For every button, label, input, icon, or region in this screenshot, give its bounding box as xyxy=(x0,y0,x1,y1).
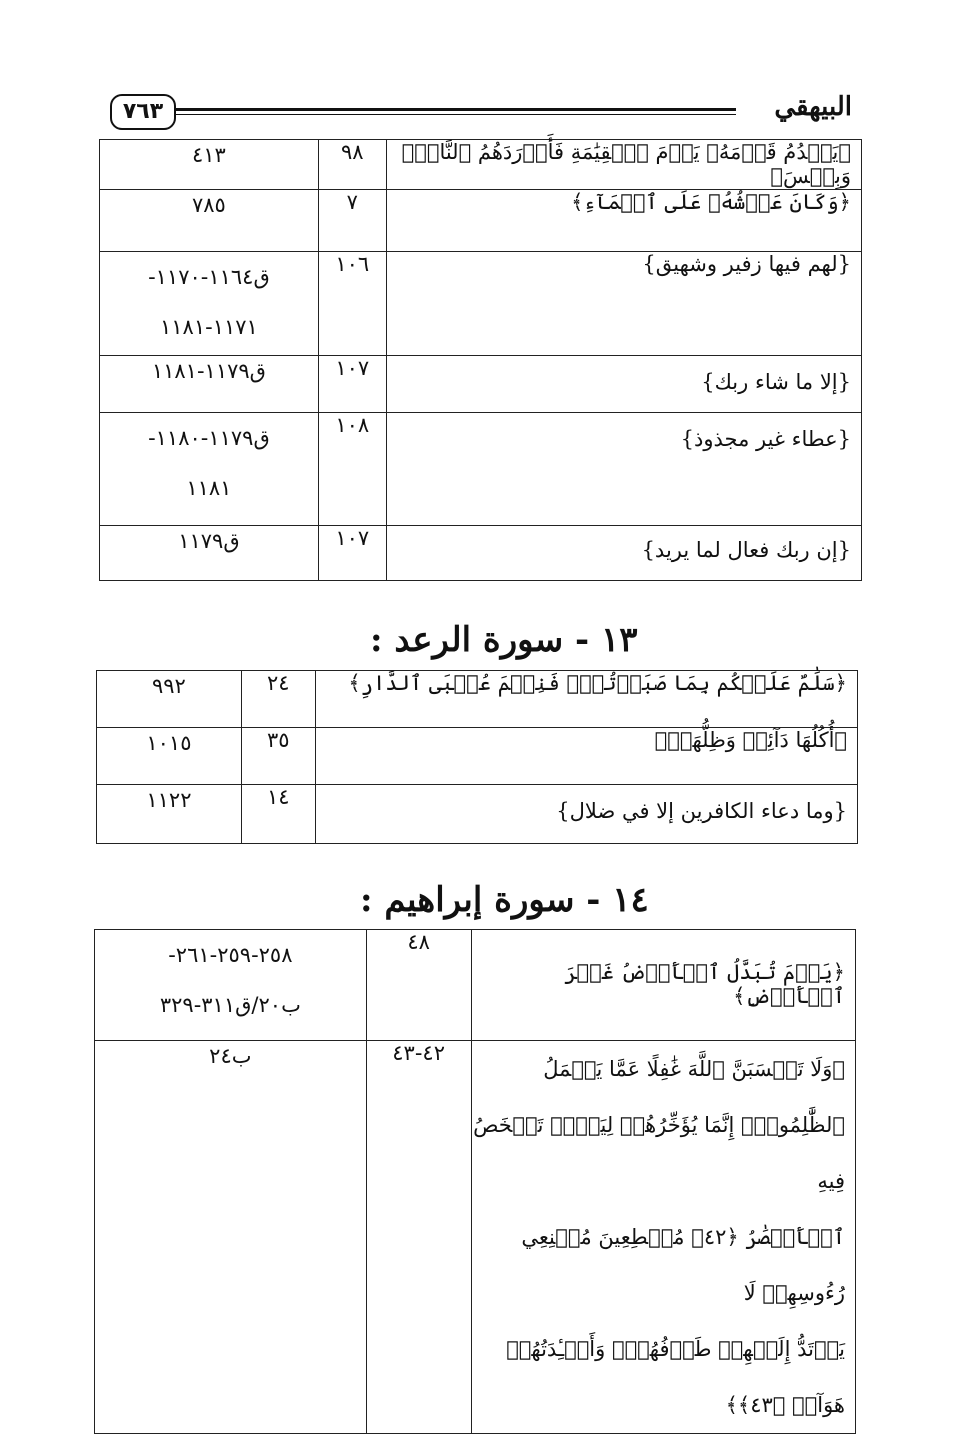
verse-cell: {عطاء غير مجذوذ} xyxy=(386,413,861,526)
table-row xyxy=(100,413,862,526)
ayah-cell: ١٠٦ xyxy=(318,252,386,356)
reference-cell xyxy=(100,413,319,526)
ayah-cell: ٧ xyxy=(318,190,386,252)
reference-cell: ١١٢٢ xyxy=(97,785,242,844)
verse-line: ٱلظَّٰلِمُونَۚ إِنَّمَا يُؤَخِّرُهُمۡ لِيَوۡمٖ تَشۡخَصُ فِيهِ xyxy=(473,1113,845,1193)
table-row xyxy=(95,930,856,1041)
ayah-cell: ٩٨ xyxy=(318,140,386,190)
verse-cell: ﴿يَوۡمَ تُبَدَّلُ ٱلۡأَرۡضُ غَيۡرَ ٱلۡأَرۡضِ﴾ xyxy=(471,930,855,1041)
reference-line: ب٢٠/ق٣١١-٣٢٩ xyxy=(159,993,301,1017)
verse-cell: ﴿وَكَانَ عَرۡشُهُۥ عَلَى ٱلۡمَآءِ﴾ xyxy=(386,190,861,252)
reference-cell: ق١١٧٩-١١٨١ xyxy=(100,356,319,413)
verse-cell: ﴿أُكُلُهَا دَآئِمٞ وَظِلُّهَاۚ﴾ xyxy=(315,728,857,785)
reference-line: ٢٥٨-٢٥٩-٢٦١- xyxy=(168,943,293,967)
table-row xyxy=(100,252,862,356)
ayah-cell: ٤٢-٤٣ xyxy=(366,1041,471,1434)
verse-cell: {إلا ما شاء ربك} xyxy=(386,356,861,413)
ayah-cell: ١٠٨ xyxy=(318,413,386,526)
reference-line: ق١١٧٩-١١٨٠- xyxy=(148,426,270,450)
running-title: البيهقي xyxy=(774,92,852,122)
ayah-cell: ٣٥ xyxy=(241,728,315,785)
surah-14-table xyxy=(94,929,856,1434)
table-row xyxy=(97,728,858,785)
verse-line: ﴿وَلَا تَحۡسَبَنَّ ٱللَّهَ غَٰفِلًا عَمَّا يَعۡمَلُ xyxy=(543,1057,845,1081)
reference-cell xyxy=(100,252,319,356)
verse-cell xyxy=(471,1041,855,1434)
reference-line: ١١٧١-١١٨١ xyxy=(160,315,258,339)
verse-index-table-continued xyxy=(99,139,862,581)
reference-line: ١١٨١ xyxy=(186,476,232,500)
verse-cell: {لهم فيها زفير وشهيق} xyxy=(386,252,861,356)
surah-13-table xyxy=(96,670,858,844)
reference-cell: ١٠١٥ xyxy=(97,728,242,785)
reference-line: ق١١٦٤-١١٧٠- xyxy=(148,265,270,289)
reference-cell: ق١١٧٩ xyxy=(100,526,319,581)
surah-heading: ١٤ - سورة إبراهيم : xyxy=(360,880,649,920)
page-number: ٧٦٣ xyxy=(110,94,176,130)
reference-cell: ٧٨٥ xyxy=(100,190,319,252)
ayah-cell: ١٠٧ xyxy=(318,356,386,413)
table-row xyxy=(100,526,862,581)
surah-heading: ١٣ - سورة الرعد : xyxy=(370,620,638,660)
verse-cell: {إن ربك فعال لما يريد} xyxy=(386,526,861,581)
table-row xyxy=(100,356,862,413)
verse-line: يَرۡتَدُّ إِلَيۡهِمۡ طَرۡفُهُمۡۖ وَأَفۡـِٔدَتُهُمۡ هَوَآءٞ ﴿٤٣﴾﴾ xyxy=(506,1337,845,1417)
verse-cell: {وما دعاء الكافرين إلا في ضلال} xyxy=(315,785,857,844)
table-row xyxy=(100,140,862,190)
reference-cell: ب٢٤ xyxy=(95,1041,367,1434)
reference-cell: ٩٩٢ xyxy=(97,671,242,728)
verse-cell: ﴿سَلَٰمٌ عَلَيۡكُم بِمَا صَبَرۡتُمۡۚ فَنِعۡمَ عُقۡبَى ٱلدَّارِ﴾ xyxy=(315,671,857,728)
verse-cell: ﴿يَقۡدُمُ قَوۡمَهُۥ يَوۡمَ ٱلۡقِيَٰمَةِ فَأَوۡرَدَهُمُ ٱلنَّارَۖ وَبِئۡسَ﴾ xyxy=(386,140,861,190)
ayah-cell: ١٤ xyxy=(241,785,315,844)
table-row xyxy=(95,1041,856,1434)
verse-line: ٱلۡأَبۡصَٰرُ ﴿٤٢﴾ مُهۡطِعِينَ مُقۡنِعِي رُءُوسِهِمۡ لَا xyxy=(521,1225,845,1305)
table-row xyxy=(97,671,858,728)
ayah-cell: ٤٨ xyxy=(366,930,471,1041)
page-header xyxy=(104,92,856,136)
ayah-cell: ٢٤ xyxy=(241,671,315,728)
header-rule-thin xyxy=(176,114,736,115)
reference-cell: ٤١٣ xyxy=(100,140,319,190)
table-row xyxy=(100,190,862,252)
reference-cell xyxy=(95,930,367,1041)
header-rule xyxy=(176,108,736,111)
ayah-cell: ١٠٧ xyxy=(318,526,386,581)
table-row xyxy=(97,785,858,844)
